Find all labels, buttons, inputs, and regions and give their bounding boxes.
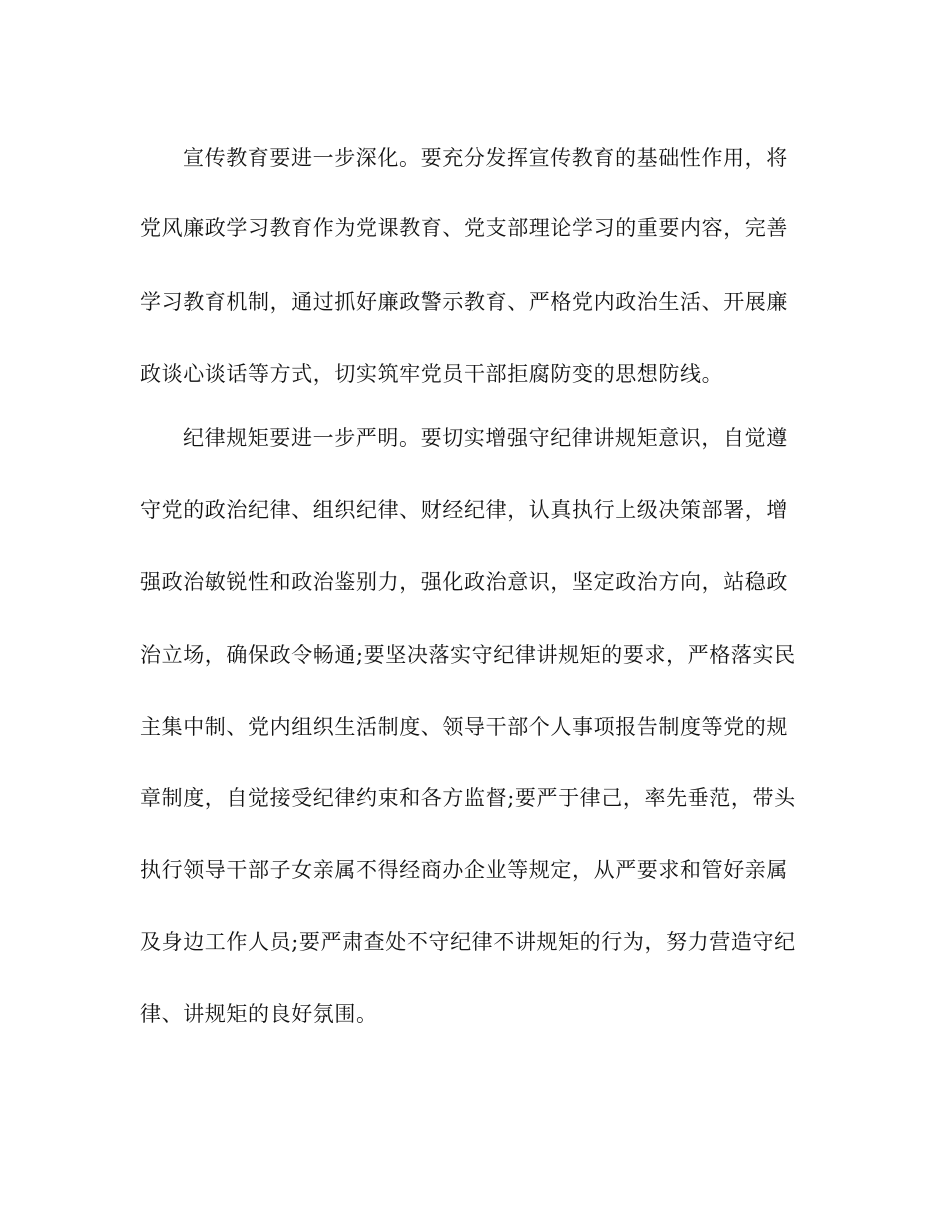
text-line: 强政治敏锐性和政治鉴别力，强化政治意识，坚定政治方向，站稳政 [140,570,788,594]
text-line: 学习教育机制，通过抓好廉政警示教育、严格党内政治生活、开展廉 [140,290,788,314]
text-line: 治立场，确保政令畅通;要坚决落实守纪律讲规矩的要求，严格落实民 [140,643,796,667]
text-line: 党风廉政学习教育作为党课教育、党支部理论学习的重要内容，完善 [140,216,788,240]
text-line: 政谈心谈话等方式，切实筑牢党员干部拒腐防变的思想防线。 [140,362,724,386]
text-line: 宣传教育要进一步深化。要充分发挥宣传教育的基础性作用，将 [183,146,788,170]
text-line: 章制度，自觉接受纪律约束和各方监督;要严于律己，率先垂范，带头 [140,786,796,810]
text-line: 执行领导干部子女亲属不得经商办企业等规定，从严要求和管好亲属 [140,858,788,882]
text-line: 主集中制、党内组织生活制度、领导干部个人事项报告制度等党的规 [140,715,788,739]
text-line: 守党的政治纪律、组织纪律、财经纪律，认真执行上级决策部署，增 [140,498,788,522]
text-line: 及身边工作人员;要严肃查处不守纪律不讲规矩的行为，努力营造守纪 [140,930,796,954]
text-line: 纪律规矩要进一步严明。要切实增强守纪律讲规矩意识，自觉遵 [183,426,788,450]
text-line: 律、讲规矩的良好氛围。 [140,1002,378,1026]
